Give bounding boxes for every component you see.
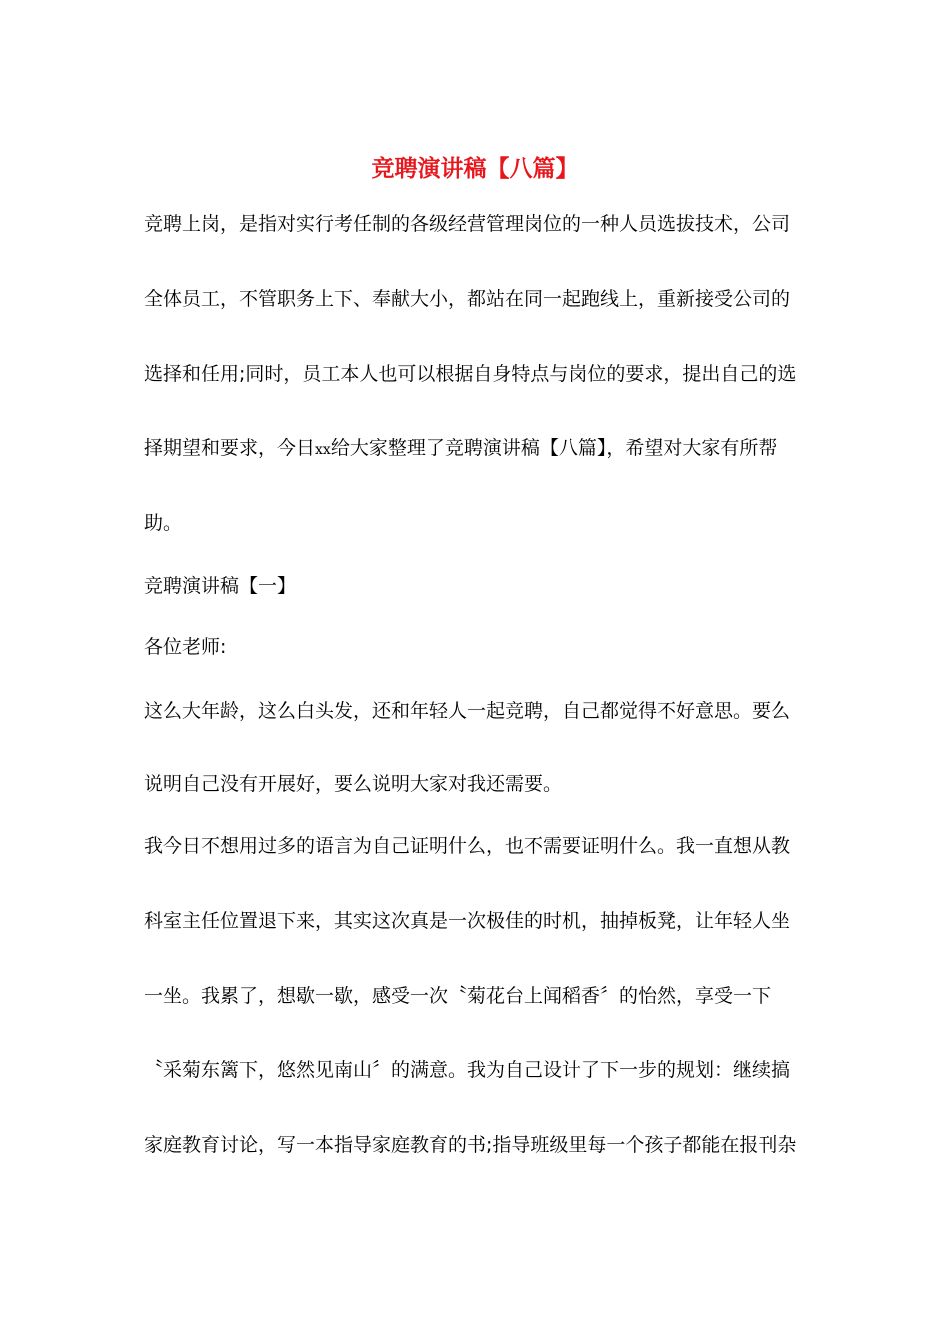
- section-heading: 竞聘演讲稿【一】: [144, 575, 297, 597]
- intro-line-5: 助。: [144, 512, 183, 534]
- paragraph-1-line-2: 说明自己没有开展好，要么说明大家对我还需要。: [144, 773, 563, 795]
- paragraph-2-line-5: 家庭教育讨论，写一本指导家庭教育的书;指导班级里每一个孩子都能在报刊杂: [144, 1134, 797, 1156]
- paragraph-1-line-1: 这么大年龄，这么白头发，还和年轻人一起竞聘，自己都觉得不好意思。要么: [144, 700, 791, 722]
- paragraph-2-line-2: 科室主任位置退下来，其实这次真是一次极佳的时机，抽掉板凳，让年轻人坐: [144, 910, 791, 932]
- intro-line-4-part-1: 择期望和要求，今日: [144, 437, 316, 459]
- paragraph-2-line-4: 〝采菊东篱下，悠然见南山〞的满意。我为自己设计了下一步的规划：继续搞: [144, 1059, 791, 1081]
- paragraph-2-line-1: 我今日不想用过多的语言为自己证明什么，也不需要证明什么。我一直想从教: [144, 835, 791, 857]
- salutation: 各位老师:: [144, 636, 227, 658]
- paragraph-2-line-3: 一坐。我累了，想歇一歇，感受一次〝菊花台上闻稻香〞的怡然，享受一下: [144, 985, 772, 1007]
- intro-line-2: 全体员工，不管职务上下、奉献大小，都站在同一起跑线上，重新接受公司的: [144, 288, 791, 310]
- intro-line-3: 选择和任用;同时，员工本人也可以根据自身特点与岗位的要求，提出自己的选: [144, 363, 797, 385]
- intro-line-4-placeholder: xx: [315, 442, 331, 458]
- document-title: 竞聘演讲稿【八篇】: [371, 156, 579, 182]
- intro-line-4: [144, 434, 777, 464]
- intro-line-1: 竞聘上岗，是指对实行考任制的各级经营管理岗位的一种人员选拔技术，公司: [144, 213, 791, 235]
- intro-line-4-part-2: 给大家整理了竞聘演讲稿【八篇】，希望对大家有所帮: [330, 437, 778, 459]
